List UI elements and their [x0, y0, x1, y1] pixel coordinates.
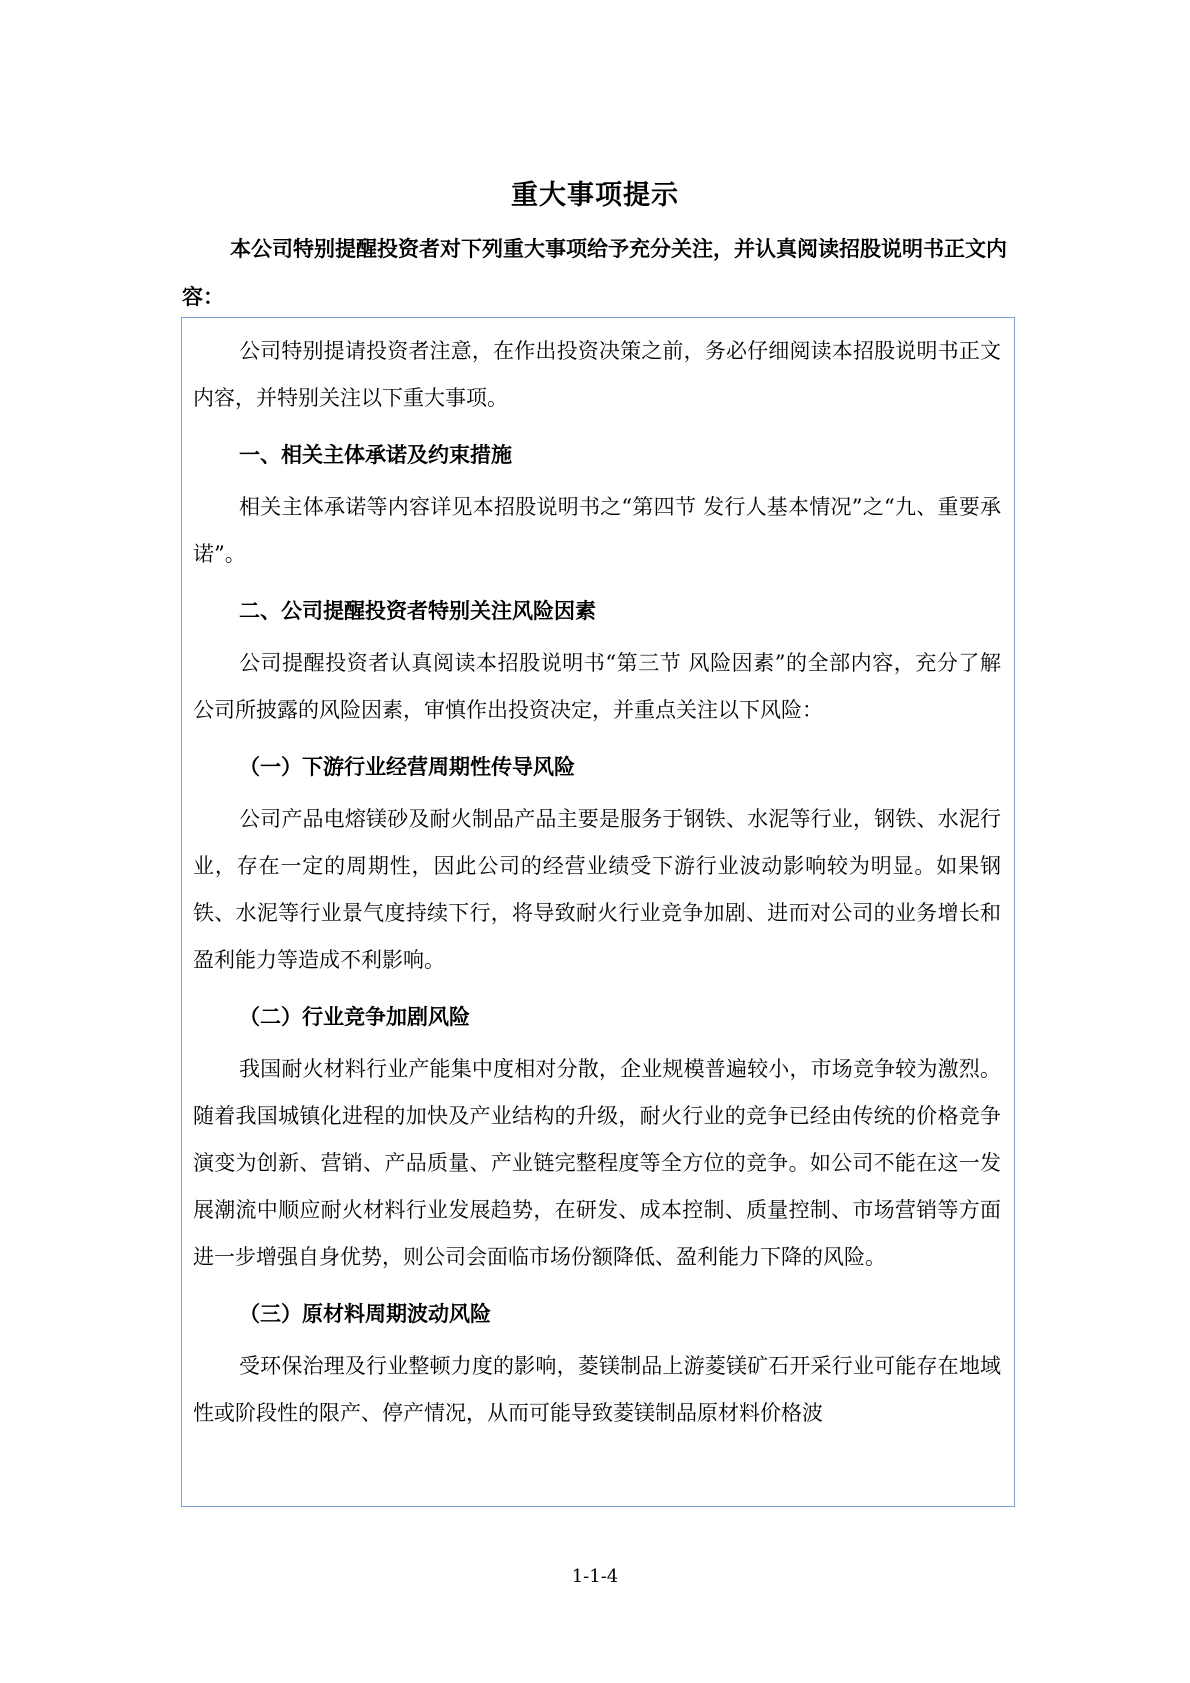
- page-number: 1-1-4: [571, 1566, 619, 1587]
- risk2-heading: （二）行业竞争加剧风险: [239, 1005, 470, 1029]
- notice-box: [181, 317, 1015, 1507]
- section1-paragraph: 相关主体承诺等内容详见本招股说明书之“第四节 发行人基本情况”之“九、重要承诺”。: [193, 495, 1001, 566]
- section1-heading: 一、相关主体承诺及约束措施: [239, 443, 512, 467]
- section2-heading: 二、公司提醒投资者特别关注风险因素: [239, 599, 596, 623]
- risk2-paragraph: 我国耐火材料行业产能集中度相对分散，企业规模普遍较小，市场竞争较为激烈。随着我国城镇化进程的加快及产业结构的升级，耐火行业的竞争已经由传统的价格竞争演变为创新、营销、产品质量、产业链完整程度等全方位的竞争。如公司不能在这一发展潮流中顺应耐火材料行业发展趋势，在研发、成本控制、质量控制、市场营销等方面进一步增强自身优势，则公司会面临市场份额降低、盈利能力下降的风险。: [193, 1057, 1001, 1269]
- risk3-paragraph: 受环保治理及行业整顿力度的影响，菱镁制品上游菱镁矿石开采行业可能存在地域性或阶段性的限产、停产情况，从而可能导致菱镁制品原材料价格波: [193, 1354, 1001, 1425]
- intro-paragraph: 本公司特别提醒投资者对下列重大事项给予充分关注，并认真阅读招股说明书正文内容：: [182, 237, 1007, 309]
- page-title: 重大事项提示: [511, 180, 679, 212]
- section2-paragraph: 公司提醒投资者认真阅读本招股说明书“第三节 风险因素”的全部内容，充分了解公司所披露的风险因素，审慎作出投资决定，并重点关注以下风险：: [193, 651, 1001, 722]
- risk1-paragraph: 公司产品电熔镁砂及耐火制品产品主要是服务于钢铁、水泥等行业，钢铁、水泥行业，存在一定的周期性，因此公司的经营业绩受下游行业波动影响较为明显。如果钢铁、水泥等行业景气度持续下行，将导致耐火行业竞争加剧、进而对公司的业务增长和盈利能力等造成不利影响。: [193, 807, 1001, 972]
- risk1-heading: （一）下游行业经营周期性传导风险: [239, 755, 575, 779]
- risk3-heading: （三）原材料周期波动风险: [239, 1302, 491, 1326]
- opening-paragraph: 公司特别提请投资者注意，在作出投资决策之前，务必仔细阅读本招股说明书正文内容，并特别关注以下重大事项。: [193, 339, 1001, 410]
